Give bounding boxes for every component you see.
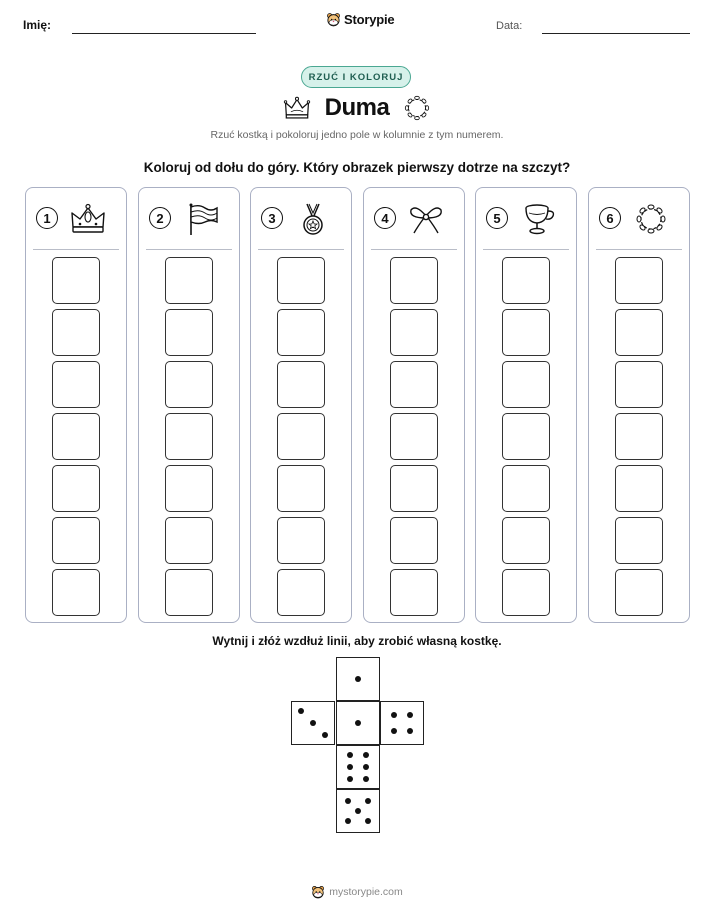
flag-icon (183, 202, 219, 236)
wreath-icon (633, 202, 669, 236)
column-number: 6 (599, 207, 621, 229)
dice-face-5 (336, 789, 380, 833)
column-4 (363, 187, 465, 623)
color-cell[interactable] (52, 413, 100, 460)
storypie-mascot-icon (326, 12, 341, 27)
color-cell[interactable] (165, 569, 213, 616)
column-header (364, 188, 464, 248)
dice-pip (407, 728, 413, 734)
dice-pip (347, 764, 353, 770)
color-cell[interactable] (277, 413, 325, 460)
dice-face-3 (291, 701, 335, 745)
color-cell[interactable] (165, 361, 213, 408)
column-header (589, 188, 689, 248)
cut-instruction: Wytnij i złóż wzdłuż linii, aby zrobić własną kostkę. (212, 634, 502, 648)
dice-pip (345, 798, 351, 804)
dice-pip (365, 818, 371, 824)
color-cell[interactable] (165, 309, 213, 356)
color-cell[interactable] (615, 465, 663, 512)
subtitle: Rzuć kostką i pokoloruj jedno pole w kolumnie z tym numerem. (210, 129, 504, 141)
name-label: Imię: (23, 18, 52, 32)
column-divider (33, 249, 119, 250)
color-cell[interactable] (502, 569, 550, 616)
color-cell[interactable] (502, 465, 550, 512)
color-cell[interactable] (52, 361, 100, 408)
color-cell[interactable] (277, 569, 325, 616)
dice-pip (363, 776, 369, 782)
column-divider (258, 249, 344, 250)
column-3 (250, 187, 352, 623)
column-divider (146, 249, 232, 250)
dice-pip (298, 708, 304, 714)
column-6 (588, 187, 690, 623)
column-number: 2 (149, 207, 171, 229)
dice-pip (363, 764, 369, 770)
column-1 (25, 187, 127, 623)
dice-face-6 (336, 745, 380, 789)
color-cell[interactable] (390, 517, 438, 564)
dice-pip (355, 720, 361, 726)
color-cell[interactable] (52, 257, 100, 304)
column-header (476, 188, 576, 248)
dice-pip (365, 798, 371, 804)
activity-badge: RZUĆ I KOLORUJ (301, 66, 411, 88)
color-cell[interactable] (615, 257, 663, 304)
dice-face-1 (336, 657, 380, 701)
color-cell[interactable] (390, 465, 438, 512)
color-cell[interactable] (165, 465, 213, 512)
crown-icon (70, 202, 106, 236)
color-cell[interactable] (615, 517, 663, 564)
date-label: Data: (496, 20, 523, 32)
dice-face-1 (336, 701, 380, 745)
footer (0, 885, 714, 899)
dice-pip (310, 720, 316, 726)
column-number: 1 (36, 207, 58, 229)
color-cell[interactable] (502, 309, 550, 356)
color-cell[interactable] (615, 569, 663, 616)
color-cell[interactable] (390, 309, 438, 356)
worksheet-header (0, 0, 714, 48)
bow-icon (408, 202, 444, 236)
column-divider (483, 249, 569, 250)
name-line (72, 33, 256, 34)
color-cell[interactable] (277, 361, 325, 408)
color-cell[interactable] (277, 257, 325, 304)
color-cell[interactable] (502, 257, 550, 304)
dice-pip (347, 776, 353, 782)
column-divider (371, 249, 457, 250)
wreath-icon (403, 94, 431, 122)
dice-pip (391, 728, 397, 734)
title-row (0, 92, 714, 124)
dice-pip (345, 818, 351, 824)
color-cell[interactable] (615, 361, 663, 408)
brand-name: Storypie (344, 12, 395, 27)
brand-logo (326, 12, 394, 27)
storypie-mascot-icon (311, 885, 325, 899)
coloring-instruction: Koloruj od dołu do góry. Który obrazek pierwszy dotrze na szczyt? (143, 160, 571, 175)
dice-pip (347, 752, 353, 758)
color-cell[interactable] (502, 361, 550, 408)
dice-columns (25, 187, 690, 623)
color-cell[interactable] (390, 413, 438, 460)
dice-pip (407, 712, 413, 718)
color-cell[interactable] (615, 309, 663, 356)
crown-icon (283, 95, 311, 121)
dice-pip (355, 808, 361, 814)
color-cell[interactable] (52, 517, 100, 564)
column-header (251, 188, 351, 248)
column-2 (138, 187, 240, 623)
color-cell[interactable] (52, 569, 100, 616)
dice-pip (391, 712, 397, 718)
column-number: 5 (486, 207, 508, 229)
medal-icon (295, 202, 331, 236)
page-title: Duma (324, 94, 390, 121)
color-cell[interactable] (277, 517, 325, 564)
column-divider (596, 249, 682, 250)
column-5 (475, 187, 577, 623)
color-cell[interactable] (277, 465, 325, 512)
color-cell[interactable] (165, 517, 213, 564)
dice-pip (355, 676, 361, 682)
color-cell[interactable] (615, 413, 663, 460)
color-cell[interactable] (165, 257, 213, 304)
column-number: 3 (261, 207, 283, 229)
footer-url: mystorypie.com (329, 886, 403, 898)
column-number: 4 (374, 207, 396, 229)
color-cell[interactable] (52, 465, 100, 512)
dice-pip (322, 732, 328, 738)
color-cell[interactable] (165, 413, 213, 460)
dice-pip (363, 752, 369, 758)
color-cell[interactable] (277, 309, 325, 356)
color-cell[interactable] (390, 361, 438, 408)
color-cell[interactable] (502, 517, 550, 564)
date-line (542, 33, 690, 34)
dice-face-4 (380, 701, 424, 745)
color-cell[interactable] (502, 413, 550, 460)
column-header (139, 188, 239, 248)
trophy-cup-icon (520, 202, 556, 236)
color-cell[interactable] (52, 309, 100, 356)
color-cell[interactable] (390, 569, 438, 616)
column-header (26, 188, 126, 248)
color-cell[interactable] (390, 257, 438, 304)
